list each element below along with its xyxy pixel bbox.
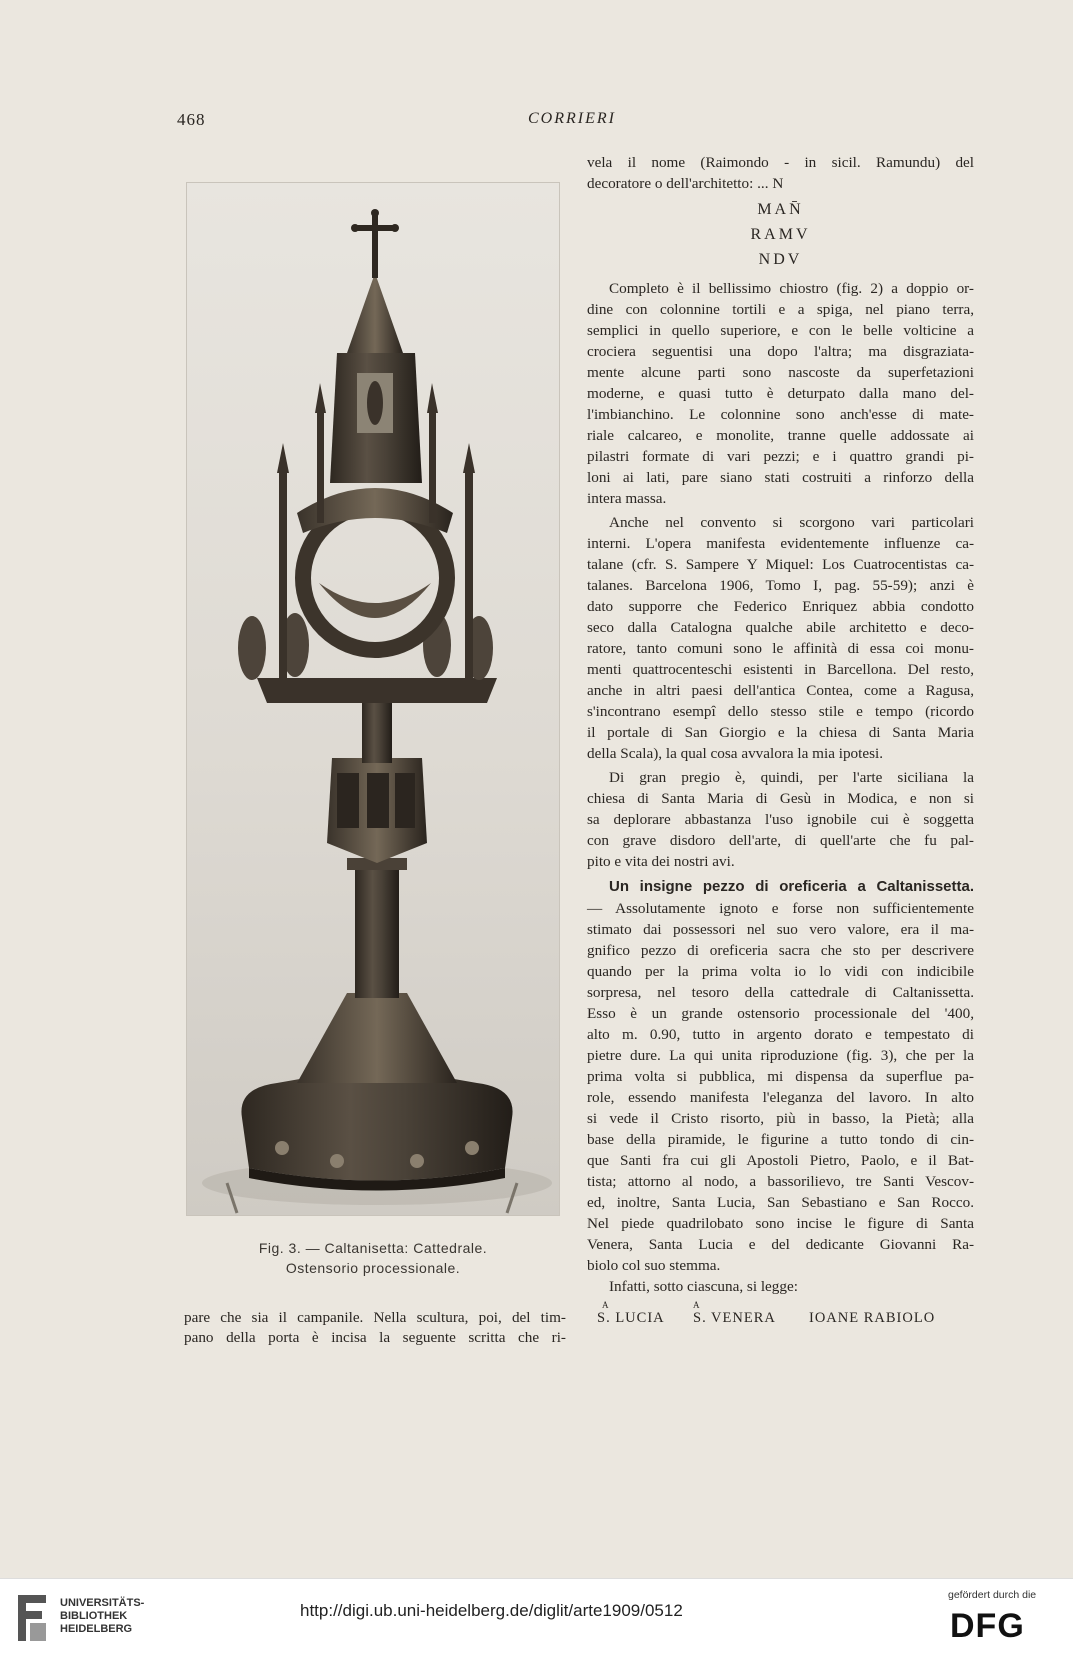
left-column-text <box>184 1308 566 1348</box>
text-line: l'imbianchino. Le colonnine sono anch'esse di mate- <box>587 406 974 423</box>
text-line: Esso è un grande ostensorio processionale del '400, <box>587 1005 974 1022</box>
text-line: ed, inoltre, Santa Lucia, San Sebastiano e San Rocco. <box>587 1194 974 1211</box>
text-line: ratore, tanto comuni sono le affinità di essa coi monu- <box>587 640 974 657</box>
text-line: alto m. 0.90, tutto in argento dorato e tempestato di <box>587 1026 974 1043</box>
text-line: dato supporre che Federico Enriquez abbia condotto <box>587 598 974 615</box>
figure-photograph <box>186 182 560 1216</box>
text-line: moderne, e quasi tutto è deturpato dalla mano del- <box>587 385 974 402</box>
figure-caption-line2: Ostensorio processionale. <box>285 1260 461 1276</box>
text-line: Di gran pregio è, quindi, per l'arte siciliana la <box>609 769 974 786</box>
monstrance-image <box>187 183 560 1216</box>
inscription-line: NDV <box>758 251 803 268</box>
text-line: con grave disdoro dell'arte, di quell'arte che fu pal- <box>587 832 974 849</box>
accent-mark: A <box>693 1300 700 1310</box>
text-line: pilastri formate di vari pezzi; e i quattro grandi pi- <box>587 448 974 465</box>
text-line: talane (cfr. S. Sampere Y Miquel: Los Cuatrocentistas ca- <box>587 556 974 573</box>
figure-caption-line1: Fig. 3. — Caltanisetta: Cattedrale. <box>258 1240 488 1256</box>
text-line: loni ai lati, pare siano stati costruiti a rinforzo della <box>587 469 974 486</box>
dfg-logo: DFG <box>950 1607 1025 1645</box>
inscription-line: RAMV <box>750 226 811 243</box>
library-name-line: BIBLIOTHEK <box>60 1610 128 1622</box>
text-line: Completo è il bellissimo chiostro (fig. 2) a doppio or- <box>609 280 974 297</box>
text-line: anche in altri paesi dell'antica Contea, come a Ragusa, <box>587 682 974 699</box>
inscription-name: IOANE RABIOLO <box>809 1310 936 1326</box>
funding-label: gefördert durch die <box>948 1589 1037 1601</box>
text-line: semplici in quello superiore, e con le belle volticine a <box>587 322 974 339</box>
text-line: Infatti, sotto ciascuna, si legge: <box>609 1278 798 1295</box>
university-library-logo-icon <box>14 1591 50 1645</box>
text-line: pare che sia il campanile. Nella scultura, poi, del tim- <box>184 1309 566 1326</box>
running-title: CORRIERI <box>528 110 616 127</box>
library-name-line: UNIVERSITÄTS- <box>60 1597 145 1609</box>
section-heading: Un insigne pezzo di oreficeria a Caltanissetta. <box>609 878 974 895</box>
running-header <box>0 110 1073 134</box>
text-line: pano della porta è incisa la seguente scritta che ri- <box>184 1329 566 1346</box>
text-line: dine con colonnine tortili e a spiga, nel piano terra, <box>587 301 974 318</box>
text-line: seco dalla Catalogna qualche abile architetto e deco- <box>587 619 974 636</box>
text-line: decoratore o dell'architetto: ... N <box>587 175 784 192</box>
text-line: biolo col suo stemma. <box>587 1257 721 1274</box>
text-line: pito e vita dei nostri avi. <box>587 853 735 870</box>
permalink-url[interactable]: http://digi.ub.uni-heidelberg.de/diglit/arte1909/0512 <box>300 1601 683 1620</box>
library-name-line: HEIDELBERG <box>60 1623 133 1635</box>
text-line: interni. L'opera manifesta evidentemente influenze ca- <box>587 535 974 552</box>
text-line: intera massa. <box>587 490 667 507</box>
text-line: chiesa di Santa Maria di Gesù in Modica, e non si <box>587 790 974 807</box>
inscription-name: S. VENERA <box>693 1310 776 1326</box>
text-line: sorpresa, nel tesoro della cattedrale di Caltanissetta. <box>587 984 974 1001</box>
inscription-line: MAN̄ <box>757 201 804 218</box>
text-line: vela il nome (Raimondo - in sicil. Ramundu) del <box>587 154 974 171</box>
text-line: pietre dure. La qui unita riproduzione (fig. 3), che per la <box>587 1047 974 1064</box>
page-number: 468 <box>177 110 206 129</box>
text-line: Venera, Santa Lucia e del dedicante Giovanni Ra- <box>587 1236 974 1253</box>
text-line: il portale di San Giorgio e la chiesa di Santa Maria <box>587 724 974 741</box>
text-line: tista; attorno al nodo, a bassorilievo, tre Santi Vescov- <box>587 1173 974 1190</box>
text-line: della Scala), la qual cosa avvalora la mia ipotesi. <box>587 745 884 762</box>
text-line: prima volta si pubblica, mi dispensa da superflue pa- <box>587 1068 974 1085</box>
text-line: si vede il Cristo risorto, più in basso, la Pietà; alla <box>587 1110 974 1127</box>
library-name <box>60 1597 144 1636</box>
text-line: Anche nel convento si scorgono vari particolari <box>609 514 974 531</box>
text-line: talanes. Barcelona 1906, Tomo I, pag. 55-59); anzi è <box>587 577 974 594</box>
text-line: menti quattrocenteschi esistenti in Barcellona. Del resto, <box>587 661 974 678</box>
text-line: sa deplorare abbastanza l'uso ignobile cui è soggetta <box>587 811 974 828</box>
text-line: — Assolutamente ignoto e forse non sufficientemente <box>587 900 974 917</box>
inscription-name: S. LUCIA <box>597 1310 665 1326</box>
text-line: quando per la prima volta io lo vidi con indicibile <box>587 963 974 980</box>
text-line: que Santi fra cui gli Apostoli Pietro, Paolo, e il Bat- <box>587 1152 974 1169</box>
text-line: base della piramide, le figurine a tutto tondo di cin- <box>587 1131 974 1148</box>
footer-bar <box>0 1578 1073 1658</box>
text-line: stimato dai possessori nel suo vero valore, era il ma- <box>587 921 974 938</box>
text-line: mente alcune parti sono nascoste da superfetazioni <box>587 364 974 381</box>
text-line: s'incontrano esempî dello stesso stile e tempo (ricordo <box>587 703 974 720</box>
text-line: gnifico pezzo di oreficeria sacra che sto per descrivere <box>587 942 974 959</box>
accent-mark: A <box>602 1300 609 1310</box>
text-line: role, essendo manifesta l'eleganza del lavoro. In alto <box>587 1089 974 1106</box>
text-line: Nel piede quadrilobato sono incise le figure di Santa <box>587 1215 974 1232</box>
text-line: crociera seguentisi una dopo l'altra; ma disgraziata- <box>587 343 974 360</box>
text-line: riale calcareo, e monolite, tranne quelle addossate ai <box>587 427 974 444</box>
